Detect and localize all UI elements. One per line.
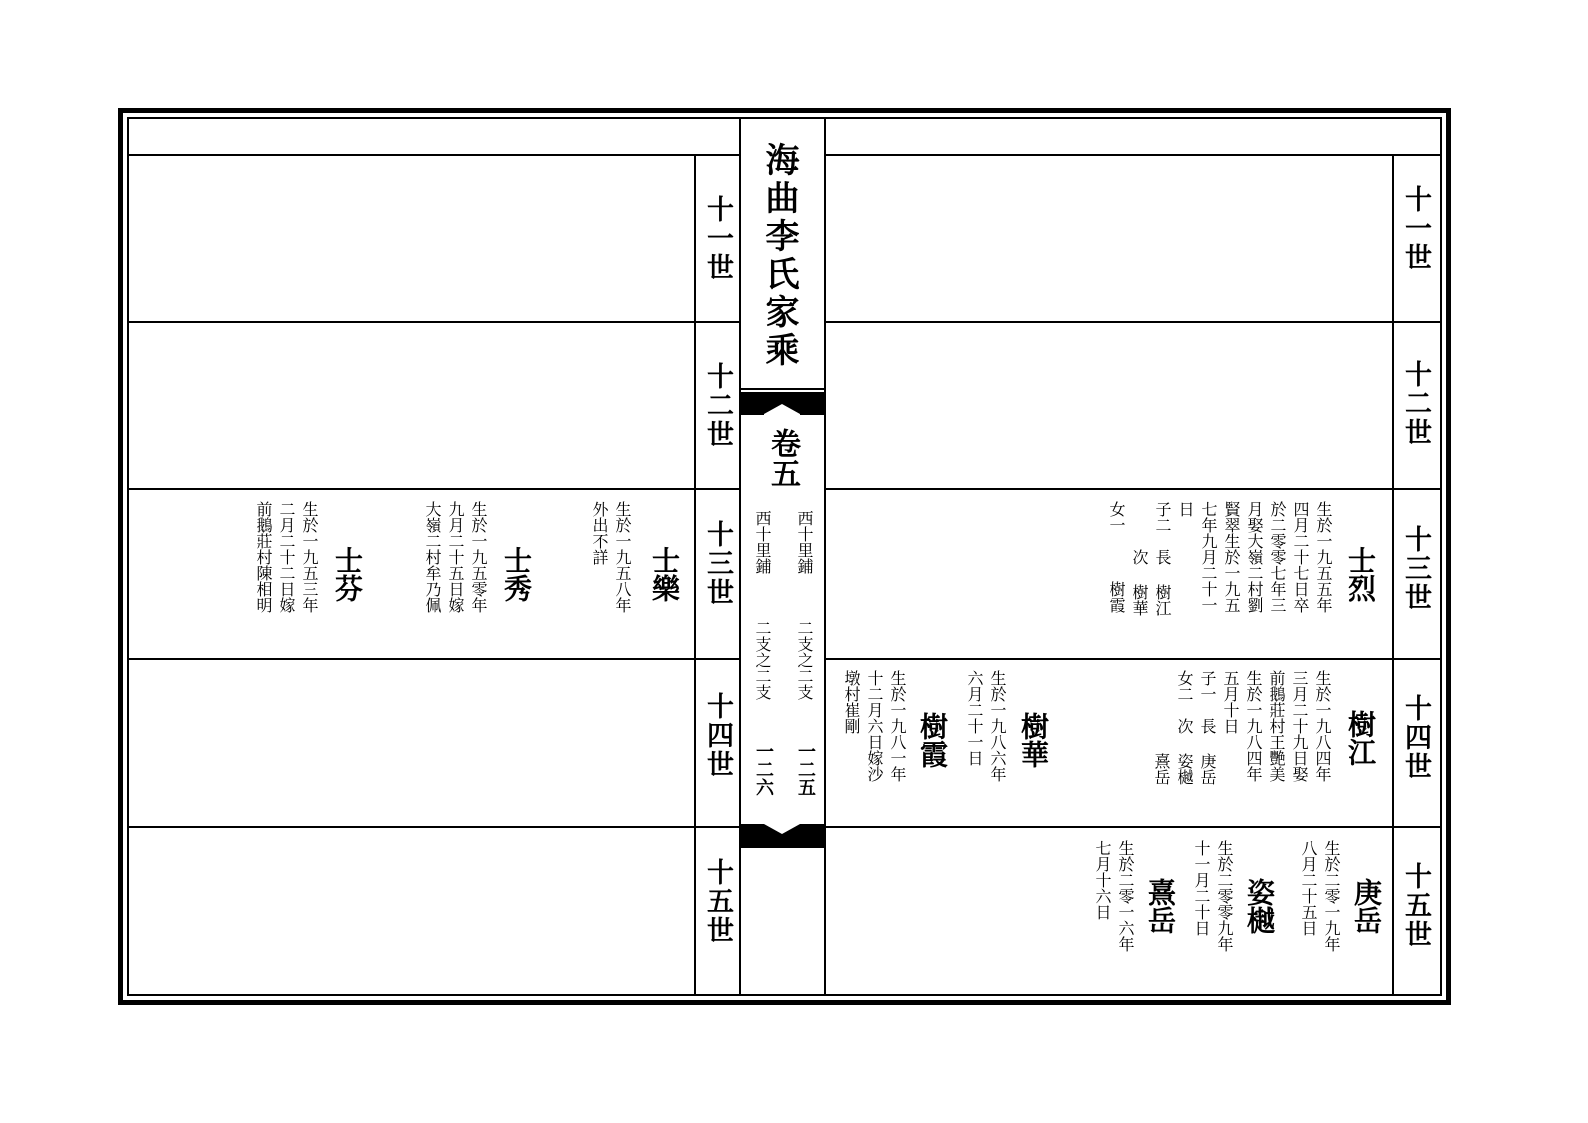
person-notes-gengyue: 生於二零一九年 八月二十五日 [1299,840,1341,952]
genealogy-title: 海曲李氏家乘 [759,142,799,370]
left-row-divider [127,658,741,660]
generation-label-12: 十二世 [1400,360,1431,447]
person-name-shuxia: 樹霞 [916,712,949,768]
person-notes-shilie: 生於一九五五年 四月二十七日卒 於二零零七年三 月娶大嶺二村劉 賢翠生於一九五 七年九月二十一 日 子二 長 樹江 次 樹華 女一 樹霞 [1107,501,1333,616]
left-page-number: 一二六 [753,742,774,796]
right-row-divider [826,658,1440,660]
person-notes-shujiang: 生於一九八四年 三月二十九日娶 前鵝莊村王艷美 生於一九八四年 五月十日 子一 長 庚岳 女二 次 姿樾 熹岳 [1152,670,1332,785]
person-notes-shuhua: 生於一九八六年 六月二十一日 [965,670,1007,782]
generation-label-12: 十二世 [702,362,733,449]
generation-label-15: 十五世 [1400,862,1431,949]
left-row-divider [127,488,741,490]
generation-label-13: 十三世 [1400,525,1431,612]
right-row-divider [826,321,1440,323]
person-name-gengyue: 庚岳 [1350,878,1383,934]
left-row-divider [127,826,741,828]
person-notes-xiyue: 生於二零一六年 七月十六日 [1093,840,1135,952]
left-row-divider [127,321,741,323]
left-branch-label: 西十里鋪 [753,510,772,574]
generation-label-11: 十一世 [1400,185,1431,272]
left-generation-column-divider [694,154,696,995]
right-row-divider [826,826,1440,828]
volume-label: 卷五 [765,428,800,488]
generation-label-15: 十五世 [702,858,733,945]
person-name-shixiu: 士秀 [500,546,533,602]
left-sub-branch-label: 二支之二支 [753,620,772,700]
right-page-number: 一二五 [795,742,816,796]
right-sub-branch-label: 二支之二支 [795,620,814,700]
right-generation-column-divider [1392,154,1394,995]
person-notes-shile: 生於一九五八年 外出不詳 [590,501,632,613]
generation-label-14: 十四世 [1400,694,1431,781]
person-name-xiyue: 熹岳 [1144,878,1177,934]
person-notes-ziyue: 生於二零零九年 十一月二十日 [1192,840,1234,952]
person-name-ziyue: 姿樾 [1243,878,1276,934]
generation-label-11: 十一世 [702,195,733,282]
person-name-shifen: 士芬 [331,546,364,602]
right-branch-label: 西十里鋪 [795,510,814,574]
left-header-divider [127,154,741,156]
person-name-shile: 士樂 [648,546,681,602]
person-name-shuhua: 樹華 [1017,712,1050,768]
generation-label-13: 十三世 [702,520,733,607]
person-name-shilie: 士烈 [1344,546,1377,602]
person-notes-shixiu: 生於一九五零年 九月二十五日嫁 大嶺二村牟乃佩 [423,501,488,613]
generation-label-14: 十四世 [702,692,733,779]
right-header-divider [826,154,1440,156]
right-row-divider [826,488,1440,490]
person-notes-shuxia: 生於一九八一年 十二月六日嫁沙 墩村崔剛 [842,670,907,782]
person-name-shujiang: 樹江 [1344,710,1377,766]
person-notes-shifen: 生於一九五三年 二月二十二日嫁 前鵝莊村陳相明 [254,501,319,613]
